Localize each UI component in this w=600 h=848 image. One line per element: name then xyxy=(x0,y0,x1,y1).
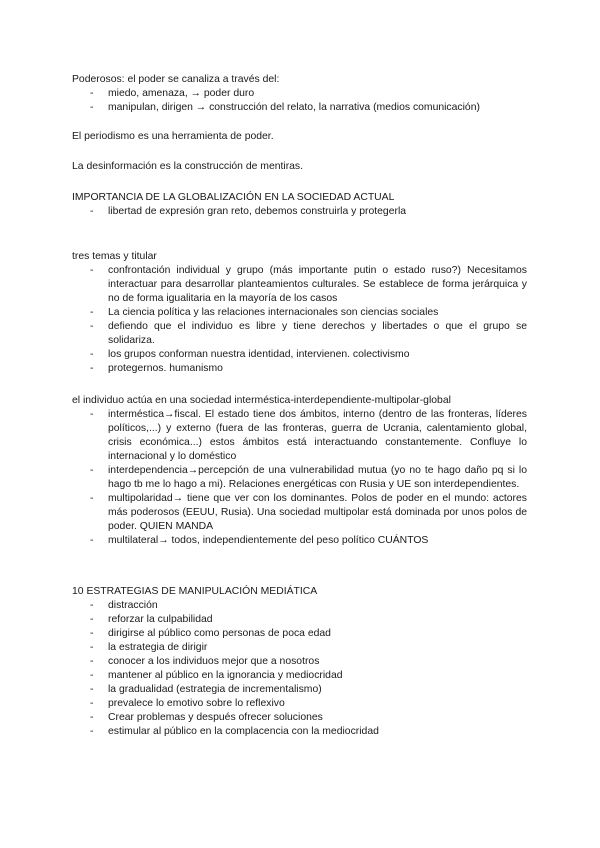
list-item: - estimular al público en la complacencia con la mediocridad xyxy=(72,725,527,739)
section-heading-estrategias: 10 ESTRATEGIAS DE MANIPULACIÓN MEDIÁTICA xyxy=(72,586,318,597)
estrategias-list xyxy=(72,599,527,739)
list-item: - defiendo que el individuo es libre y tiene derechos y libertades o que el grupo se solidariza. xyxy=(72,320,527,348)
individuo-title: el individuo actúa en una sociedad interméstica-interdependiente-multipolar-global xyxy=(72,395,451,406)
section-heading-globalizacion: IMPORTANCIA DE LA GLOBALIZACIÓN EN LA SOCIEDAD ACTUAL xyxy=(72,192,395,203)
list-item: - la gradualidad (estrategia de incrementalismo) xyxy=(72,683,527,697)
list-item: - prevalece lo emotivo sobre lo reflexivo xyxy=(72,697,527,711)
globalizacion-list xyxy=(72,205,527,219)
list-item: - interdependencia→percepción de una vulnerabilidad mutua (yo no te hago daño pq si lo hago tb me lo hago a mi). Relaciones energéticas con Rusia y UE son interdependientes. xyxy=(72,464,527,492)
list-item: - dirigirse al público como personas de poca edad xyxy=(72,627,527,641)
list-item: - Crear problemas y después ofrecer soluciones xyxy=(72,711,527,725)
temas-title: tres temas y titular xyxy=(72,251,157,262)
list-item: - protegernos. humanismo xyxy=(72,362,527,376)
list-item: - miedo, amenaza, → poder duro xyxy=(72,87,527,101)
list-item: - la estrategia de dirigir xyxy=(72,641,527,655)
list-item: - interméstica→fiscal. El estado tiene dos ámbitos, interno (dentro de las fronteras, líderes políticos,...) y externo (fuera de las fronteras, guerra de Ucrania, calentamiento global, crisis económica...) estos ámbitos está interactuando constantemente. Confluye lo internacional y lo doméstico xyxy=(72,408,527,464)
list-item: - manipulan, dirigen → construcción del relato, la narrativa (medios comunicación) xyxy=(72,101,527,115)
list-item: - mantener al público en la ignorancia y mediocridad xyxy=(72,669,527,683)
list-item: - multipolaridad→ tiene que ver con los dominantes. Polos de poder en el mundo: actores más poderosos (EEUU, Rusia). Una sociedad multipolar está dominada por unos polos de poder. QUIEN MANDA xyxy=(72,492,527,534)
intro-list xyxy=(72,87,527,115)
temas-list xyxy=(72,264,527,376)
intro-title: Poderosos: el poder se canaliza a través del: xyxy=(72,74,280,85)
list-item: - reforzar la culpabilidad xyxy=(72,613,527,627)
list-item: - distracción xyxy=(72,599,527,613)
list-item: - La ciencia política y las relaciones internacionales son ciencias sociales xyxy=(72,306,527,320)
list-item: - los grupos conforman nuestra identidad, intervienen. colectivismo xyxy=(72,348,527,362)
paragraph-desinformacion: La desinformación es la construcción de mentiras. xyxy=(72,161,304,172)
list-item: - confrontación individual y grupo (más importante putin o estado ruso?) Necesitamos interactuar para desarrollar planteamientos culturales. Se establece de forma jerárquica y no de forma igualitaria en la mayoría de los casos xyxy=(72,264,527,306)
individuo-list xyxy=(72,408,527,548)
paragraph-periodismo: El periodismo es una herramienta de poder. xyxy=(72,131,274,142)
list-item: - conocer a los individuos mejor que a nosotros xyxy=(72,655,527,669)
list-item: - multilateral→ todos, independientemente del peso político CUÁNTOS xyxy=(72,534,527,548)
list-item: - libertad de expresión gran reto, debemos construirla y protegerla xyxy=(72,205,527,219)
